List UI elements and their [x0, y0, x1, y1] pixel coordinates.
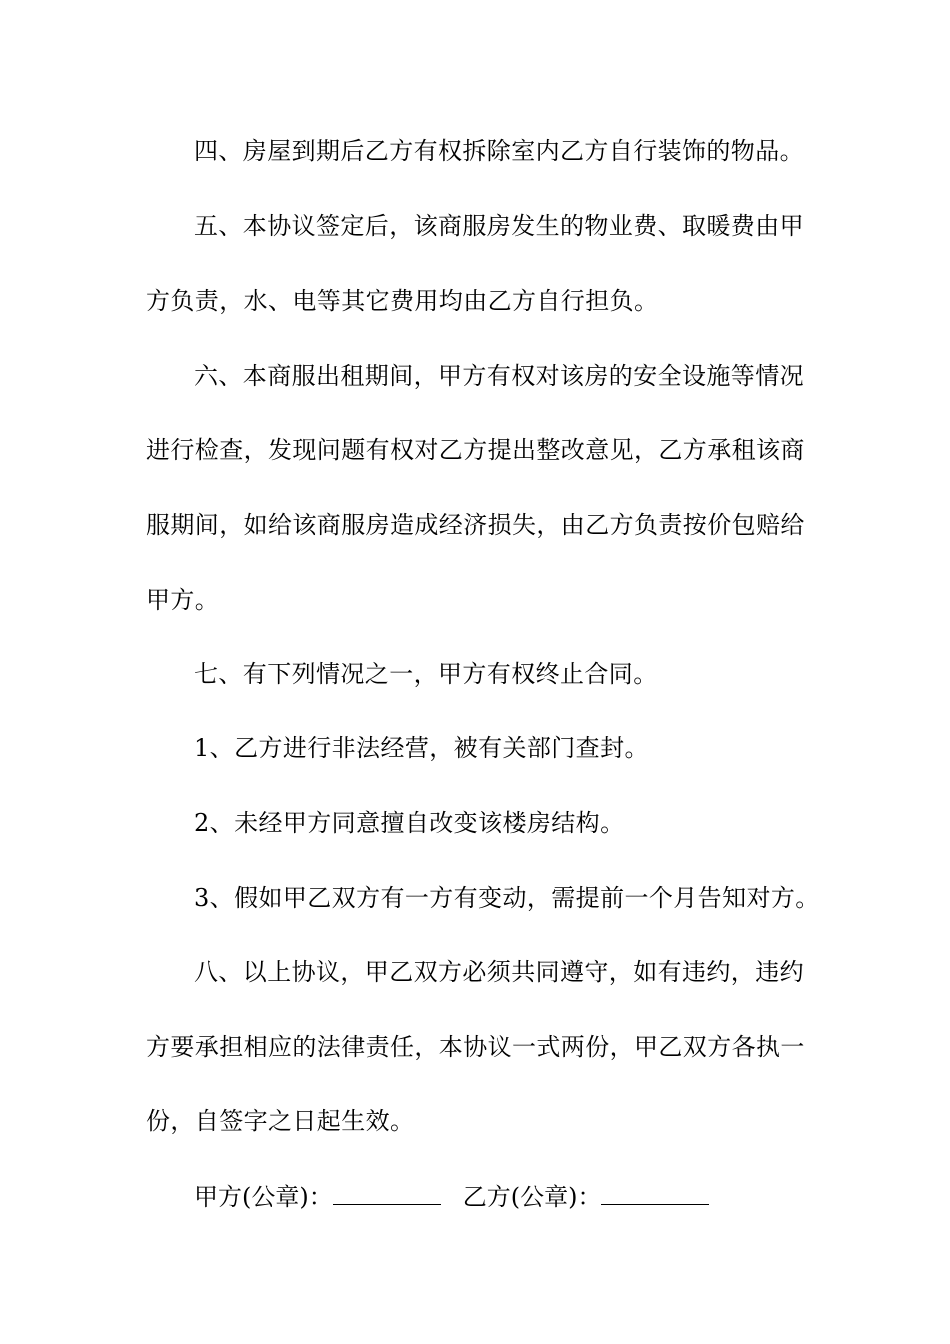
signature-row: [194, 1182, 709, 1212]
paragraph-8-line-3: 份，自签字之日起生效。: [146, 1107, 415, 1135]
paragraph-6-line-4: 甲方。: [146, 586, 220, 614]
paragraph-8-line-2: 方要承担相应的法律责任，本协议一式两份，甲乙双方各执一: [146, 1033, 805, 1061]
clause-7-item-1: 1、乙方进行非法经营，被有关部门查封。: [194, 734, 649, 762]
party-b-signature: [463, 1182, 710, 1212]
party-a-label: 甲方(公章)：: [194, 1183, 333, 1211]
party-a-blank: [333, 1182, 441, 1205]
paragraph-4-line-1: 四、房屋到期后乙方有权拆除室内乙方自行装饰的物品。: [194, 137, 804, 165]
paragraph-6-line-1: 六、本商服出租期间，甲方有权对该房的安全设施等情况: [194, 362, 804, 390]
paragraph-6-line-3: 服期间，如给该商服房造成经济损失，由乙方负责按价包赔给: [146, 511, 805, 539]
paragraph-5-line-2: 方负责，水、电等其它费用均由乙方自行担负。: [146, 287, 659, 315]
party-a-signature: [194, 1182, 441, 1212]
clause-7-item-2: 2、未经甲方同意擅自改变该楼房结构。: [194, 809, 625, 837]
paragraph-7-line-1: 七、有下列情况之一，甲方有权终止合同。: [194, 660, 658, 688]
paragraph-6-line-2: 进行检查，发现问题有权对乙方提出整改意见，乙方承租该商: [146, 436, 805, 464]
party-b-label: 乙方(公章)：: [462, 1183, 602, 1211]
paragraph-8-line-1: 八、以上协议，甲乙双方必须共同遵守，如有违约，违约: [194, 958, 804, 986]
paragraph-5-line-1: 五、本协议签定后，该商服房发生的物业费、取暖费由甲: [194, 212, 804, 240]
clause-7-item-3: 3、假如甲乙双方有一方有变动，需提前一个月告知对方。: [194, 884, 820, 912]
party-b-blank: [601, 1182, 709, 1205]
